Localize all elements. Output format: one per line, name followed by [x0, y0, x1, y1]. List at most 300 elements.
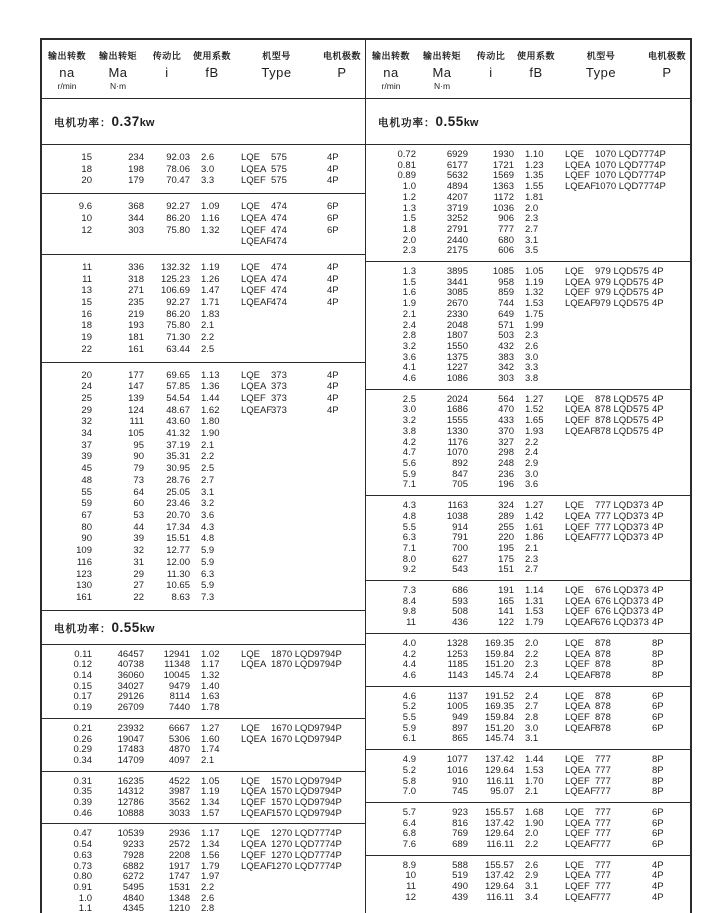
header-cell-fb	[514, 49, 558, 91]
ratio-value: 159.84	[484, 648, 514, 660]
na-value: 1.5	[402, 213, 416, 225]
model-spec: 878	[595, 669, 611, 681]
data-row	[42, 297, 234, 309]
ratio-value: 54.54	[166, 392, 190, 404]
ratio-value: 159.84	[484, 712, 514, 724]
model-type: LQE	[565, 690, 585, 702]
model-rows	[558, 639, 690, 682]
model-spec: 676 LQD373	[595, 595, 649, 607]
na-value: 0.17	[73, 691, 92, 703]
na-value: 9.2	[402, 564, 416, 576]
ma-value: 16235	[117, 775, 144, 787]
data-row	[42, 164, 234, 176]
ma-value: 177	[128, 369, 144, 381]
fb-value: 1.42	[525, 510, 544, 522]
model-type: LQEF	[241, 392, 266, 404]
ratio-value: 2572	[168, 839, 190, 851]
model-poles: 4P	[652, 393, 664, 405]
model-type: LQEAF	[241, 860, 273, 872]
fb-value: 1.09	[201, 201, 220, 213]
ratio-value: 116.11	[486, 839, 514, 851]
header-symbol-ma: Ma	[108, 65, 128, 80]
data-row	[42, 201, 234, 213]
model-poles: 6P	[652, 828, 664, 840]
na-value: 0.91	[73, 881, 92, 893]
model-poles: 6P	[327, 201, 339, 213]
ratio-value: 8114	[169, 691, 190, 703]
ratio-value: 122	[498, 617, 514, 629]
model-spec: 373	[271, 392, 287, 404]
fb-value: 1.23	[525, 159, 544, 171]
fb-value: 1.19	[525, 276, 544, 288]
data-row	[366, 480, 558, 491]
header-label-poles: 电机极数	[647, 51, 686, 61]
model-type: LQEAF	[565, 298, 597, 310]
fb-value: 2.9	[525, 870, 539, 882]
fb-value: 4.8	[201, 533, 215, 545]
ratio-value: 1172	[493, 191, 514, 203]
data-row	[42, 451, 234, 463]
numeric-rows	[366, 755, 558, 798]
ma-value: 14709	[117, 754, 144, 766]
header-label-poles: 电机极数	[322, 51, 361, 61]
data-block	[366, 145, 690, 262]
ratio-value: 191.52	[484, 690, 514, 702]
na-value: 0.31	[73, 775, 92, 787]
ma-value: 32	[133, 545, 144, 557]
fb-value: 2.1	[201, 439, 215, 451]
model-spec: 1070 LQD777	[595, 181, 655, 193]
model-type: LQE	[565, 754, 585, 766]
model-poles: 8P	[652, 764, 664, 776]
numeric-rows	[366, 150, 558, 257]
data-row	[42, 569, 234, 581]
ma-value: 4207	[446, 191, 468, 203]
model-spec: 777 LQD373	[595, 510, 649, 522]
model-spec: 1070 LQD777	[595, 170, 655, 182]
model-spec: 474	[271, 224, 287, 236]
ratio-value: 20.70	[166, 509, 190, 521]
header-label-type: 机型号	[262, 51, 291, 61]
model-poles: 8P	[652, 669, 664, 681]
ratio-value: 57.85	[166, 381, 190, 393]
fb-value: 1.27	[201, 722, 220, 734]
model-type: LQEA	[565, 764, 591, 776]
data-block	[42, 145, 365, 194]
model-type: LQEAF	[241, 807, 273, 819]
model-row	[558, 787, 690, 798]
na-value: 4.4	[402, 659, 416, 671]
model-row	[558, 671, 690, 682]
fb-value: 6.3	[201, 568, 215, 580]
model-row	[234, 393, 365, 405]
model-spec: 777	[595, 828, 611, 840]
ma-value: 124	[128, 404, 144, 416]
ma-value: 865	[452, 733, 468, 745]
na-value: 2.0	[402, 234, 416, 246]
model-spec: 979 LQD575	[595, 287, 649, 299]
na-value: 1.8	[402, 223, 416, 235]
model-spec: 878	[595, 712, 611, 724]
ma-value: 4345	[122, 903, 144, 913]
na-value: 48	[81, 474, 92, 486]
ma-value: 508	[452, 606, 468, 618]
fb-value: 1.16	[201, 212, 220, 224]
fb-value: 1.53	[525, 764, 544, 776]
na-value: 3.2	[402, 415, 416, 427]
ma-value: 847	[452, 468, 468, 480]
ma-value: 436	[452, 617, 468, 629]
ma-value: 271	[128, 285, 144, 297]
model-poles: 4P	[652, 891, 664, 903]
header-label-ma: 输出转矩	[98, 51, 137, 61]
model-poles: 4P	[327, 369, 339, 381]
ratio-value: 12.77	[166, 545, 190, 557]
model-spec: 777	[595, 859, 611, 871]
ratio-value: 220	[498, 532, 514, 544]
header-symbol-na: na	[383, 65, 399, 80]
ma-value: 46457	[117, 648, 144, 660]
ratio-value: 86.20	[166, 212, 190, 224]
fb-value: 2.4	[525, 690, 539, 702]
data-block	[42, 824, 365, 913]
fb-value: 1.05	[201, 775, 220, 787]
model-type: LQEA	[241, 733, 267, 745]
model-poles: 4P	[330, 839, 342, 851]
ratio-value: 11.30	[166, 568, 190, 580]
data-block	[42, 255, 365, 363]
model-poles: 4P	[654, 149, 666, 160]
header-cell-ma	[416, 49, 468, 91]
na-value: 34	[81, 428, 92, 440]
na-value: 4.6	[402, 373, 416, 385]
ratio-value: 1085	[492, 266, 514, 278]
na-value: 15	[81, 297, 92, 309]
model-type: LQE	[241, 369, 261, 381]
na-value: 24	[81, 381, 92, 393]
fb-value: 1.26	[201, 273, 220, 285]
model-type: LQEF	[241, 175, 266, 187]
model-type: LQEA	[565, 701, 591, 713]
model-poles: 4P	[652, 510, 664, 522]
na-value: 0.19	[73, 702, 92, 714]
fb-value: 1.27	[525, 500, 544, 512]
data-row	[42, 522, 234, 534]
column-header	[366, 40, 690, 99]
model-spec: 878	[595, 690, 611, 702]
model-type: LQEAF	[565, 891, 597, 903]
na-value: 8.4	[402, 595, 416, 607]
ma-value: 543	[452, 564, 468, 576]
model-poles: 8P	[652, 754, 664, 766]
na-value: 5.7	[402, 806, 416, 818]
model-row	[234, 236, 365, 248]
data-row	[42, 533, 234, 545]
ma-value: 60	[133, 498, 144, 510]
model-spec: 474	[271, 273, 287, 285]
model-row	[234, 381, 365, 393]
fb-value: 1.14	[525, 585, 544, 597]
fb-value: 2.6	[525, 340, 539, 352]
na-value: 7.3	[402, 585, 416, 597]
data-row	[366, 618, 558, 629]
ratio-value: 744	[498, 298, 514, 310]
ma-value: 90	[133, 451, 144, 463]
fb-value: 1.27	[525, 393, 544, 405]
na-value: 80	[81, 521, 92, 533]
data-row	[42, 809, 234, 820]
ratio-value: 145.74	[484, 669, 514, 681]
data-row	[42, 381, 234, 393]
fb-value: 3.3	[525, 362, 539, 374]
na-value: 1.1	[78, 903, 92, 913]
ratio-value: 169.35	[484, 637, 514, 649]
fb-value: 2.4	[525, 669, 539, 681]
data-row	[42, 428, 234, 440]
model-row	[234, 274, 365, 286]
model-spec: 777	[595, 817, 611, 829]
ratio-value: 8.63	[171, 591, 190, 603]
na-value: 7.1	[402, 479, 416, 491]
fb-value: 1.17	[201, 659, 220, 671]
ma-value: 336	[128, 261, 144, 273]
model-type: LQEA	[241, 659, 267, 671]
model-type: LQE	[565, 149, 585, 160]
na-value: 0.54	[73, 839, 92, 851]
fb-value: 2.5	[201, 463, 215, 475]
fb-value: 2.4	[525, 447, 539, 459]
model-spec: 676 LQD373	[595, 606, 649, 618]
ratio-value: 433	[498, 415, 514, 427]
ma-value: 1016	[446, 764, 468, 776]
ratio-value: 92.03	[166, 152, 190, 163]
fb-value: 5.9	[201, 545, 215, 557]
ma-value: 6272	[122, 871, 144, 883]
ratio-value: 116.11	[486, 891, 514, 903]
ma-value: 1807	[446, 330, 468, 342]
model-rows	[558, 586, 690, 629]
ratio-value: 137.42	[484, 870, 514, 882]
ma-value: 3252	[446, 213, 468, 225]
data-row	[42, 904, 234, 913]
model-rows	[558, 755, 690, 798]
na-value: 0.89	[397, 170, 416, 182]
ma-value: 519	[452, 870, 468, 882]
data-row	[366, 639, 558, 650]
ma-value: 1185	[447, 659, 468, 671]
model-poles: 4P	[330, 722, 342, 734]
na-value: 4.1	[402, 362, 416, 374]
ma-value: 198	[128, 163, 144, 175]
ratio-value: 383	[498, 351, 514, 363]
ma-value: 147	[128, 381, 144, 393]
ratio-value: 248	[498, 457, 514, 469]
ratio-value: 606	[498, 245, 514, 257]
numeric-rows	[366, 861, 558, 904]
model-poles: 4P	[330, 775, 342, 787]
model-poles: 4P	[327, 297, 339, 309]
model-spec: 777	[595, 839, 611, 851]
fb-value: 2.1	[525, 542, 539, 554]
model-spec: 575	[271, 163, 287, 175]
ma-value: 1143	[447, 669, 468, 681]
fb-value: 2.6	[201, 892, 215, 904]
fb-value: 5.9	[201, 556, 215, 568]
ma-value: 3441	[446, 276, 468, 288]
ratio-value: 37.19	[166, 439, 190, 451]
model-rows	[558, 808, 690, 851]
ma-value: 4840	[122, 892, 144, 904]
data-row	[42, 175, 234, 187]
model-spec: 676 LQD373	[595, 585, 649, 597]
na-value: 12	[405, 891, 416, 903]
fb-value: 1.31	[525, 595, 544, 607]
model-type: LQEAF	[565, 669, 597, 681]
na-value: 0.15	[73, 680, 92, 692]
ma-value: 105	[128, 428, 144, 440]
model-spec: 878	[595, 659, 611, 671]
ma-value: 689	[452, 839, 468, 851]
fb-value: 2.1	[201, 320, 215, 332]
power-value: 0.55	[435, 114, 464, 129]
ma-value: 914	[452, 521, 468, 533]
ma-value: 4894	[446, 181, 468, 193]
model-spec: 373	[271, 381, 287, 393]
fb-value: 3.0	[525, 351, 539, 363]
ma-value: 627	[452, 553, 468, 565]
na-value: 109	[76, 545, 92, 557]
ratio-value: 43.60	[166, 416, 190, 428]
model-spec: 1670 LQD979	[271, 722, 331, 734]
ma-value: 439	[452, 891, 468, 903]
ratio-value: 289	[498, 510, 514, 522]
na-value: 2.1	[402, 308, 416, 320]
model-poles: 4P	[652, 859, 664, 871]
data-row	[42, 320, 234, 332]
data-row	[42, 557, 234, 569]
model-type: LQEF	[241, 224, 266, 236]
ratio-value: 35.31	[166, 451, 190, 463]
model-rows	[234, 262, 365, 356]
na-value: 3.2	[402, 340, 416, 352]
power-unit: kw	[463, 117, 479, 129]
fb-value: 1.40	[201, 680, 220, 692]
model-row	[234, 851, 368, 862]
ma-value: 79	[133, 463, 144, 475]
ratio-value: 165	[498, 595, 514, 607]
na-value: 4.2	[402, 648, 416, 660]
fb-value: 2.1	[201, 754, 215, 766]
ratio-value: 777	[498, 223, 514, 235]
fb-value: 1.75	[525, 308, 544, 320]
ma-value: 34027	[117, 680, 144, 692]
fb-value: 2.3	[525, 659, 539, 671]
fb-value: 1.83	[201, 308, 220, 320]
na-value: 5.9	[402, 722, 416, 734]
ratio-value: 6667	[168, 722, 190, 734]
model-row	[558, 182, 692, 193]
fb-value: 1.44	[525, 754, 544, 766]
ratio-value: 1036	[492, 202, 514, 214]
na-value: 59	[81, 498, 92, 510]
ratio-value: 1531	[168, 881, 190, 893]
ma-value: 1137	[447, 690, 468, 702]
na-value: 161	[76, 591, 92, 603]
ratio-value: 48.67	[166, 404, 190, 416]
ratio-value: 11348	[164, 659, 190, 671]
na-value: 1.3	[402, 202, 416, 214]
header-symbol-na: na	[59, 65, 75, 80]
model-poles: 8P	[652, 775, 664, 787]
data-block	[42, 772, 365, 825]
fb-value: 3.3	[201, 175, 215, 187]
na-value: 5.6	[402, 457, 416, 469]
numeric-rows	[42, 201, 234, 248]
model-poles: 4P	[330, 860, 342, 872]
ratio-value: 129.64	[484, 881, 514, 893]
model-poles: 4P	[327, 392, 339, 404]
model-poles: 4P	[327, 163, 339, 175]
model-type: LQEF	[241, 849, 266, 861]
ratio-value: 680	[498, 234, 514, 246]
fb-value: 2.2	[525, 436, 539, 448]
model-type: LQEAF	[565, 617, 597, 629]
fb-value: 3.6	[525, 479, 539, 491]
na-value: 7.0	[402, 786, 416, 798]
ma-value: 7928	[122, 849, 144, 861]
model-row	[234, 152, 365, 164]
fb-value: 2.2	[201, 451, 215, 463]
ratio-value: 342	[498, 362, 514, 374]
model-type: LQEA	[241, 273, 267, 285]
fb-value: 1.19	[201, 786, 220, 798]
data-row	[42, 405, 234, 417]
data-row	[42, 213, 234, 225]
data-row	[366, 374, 558, 385]
na-value: 3.8	[402, 425, 416, 437]
data-row	[42, 475, 234, 487]
ratio-value: 25.05	[166, 486, 190, 498]
model-type: LQEA	[241, 163, 267, 175]
model-poles: 4P	[327, 261, 339, 273]
ratio-value: 141	[498, 606, 514, 618]
model-spec: 878	[595, 701, 611, 713]
model-rows	[234, 724, 368, 767]
model-spec: 777	[595, 775, 611, 787]
model-type: LQEF	[565, 521, 590, 533]
model-spec: 777	[595, 764, 611, 776]
data-row	[366, 512, 558, 523]
ma-value: 745	[452, 786, 468, 798]
na-value: 1.0	[78, 892, 92, 904]
data-block	[366, 803, 690, 856]
na-value: 0.39	[73, 797, 92, 809]
ma-value: 816	[452, 817, 468, 829]
model-spec: 979 LQD575	[595, 276, 649, 288]
model-poles: 4P	[652, 606, 664, 618]
data-row	[42, 724, 234, 735]
power-label: 电机功率：	[378, 117, 436, 129]
fb-value: 2.5	[201, 343, 215, 355]
ma-value: 22	[133, 591, 144, 603]
header-cell-poles	[644, 49, 690, 91]
fb-value: 1.10	[525, 149, 544, 160]
fb-value: 1.65	[525, 415, 544, 427]
fb-value: 3.1	[525, 234, 539, 246]
ma-value: 29126	[117, 691, 144, 703]
na-value: 4.7	[402, 447, 416, 459]
ratio-value: 1210	[168, 903, 190, 913]
